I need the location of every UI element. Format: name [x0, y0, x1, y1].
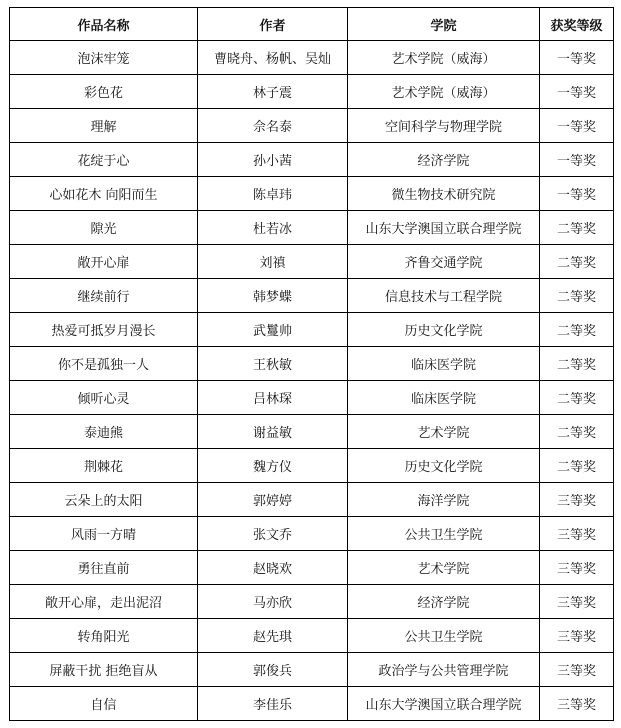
cell-author: 张文乔	[198, 517, 348, 551]
cell-college: 山东大学澳国立联合理学院	[348, 211, 540, 245]
table-row	[10, 415, 614, 449]
table-row	[10, 313, 614, 347]
cell-author: 林子震	[198, 75, 348, 109]
cell-award-level: 三等奖	[540, 687, 614, 721]
table-row	[10, 279, 614, 313]
cell-author: 郭婷婷	[198, 483, 348, 517]
table-row	[10, 245, 614, 279]
cell-college: 空间科学与物理学院	[348, 109, 540, 143]
cell-work-title: 心如花木 向阳而生	[10, 177, 198, 211]
cell-author: 杜若冰	[198, 211, 348, 245]
cell-award-level: 三等奖	[540, 653, 614, 687]
cell-college: 艺术学院	[348, 415, 540, 449]
cell-award-level: 三等奖	[540, 551, 614, 585]
table-row	[10, 109, 614, 143]
cell-work-title: 敞开心扉	[10, 245, 198, 279]
cell-work-title: 继续前行	[10, 279, 198, 313]
cell-award-level: 一等奖	[540, 75, 614, 109]
cell-award-level: 一等奖	[540, 177, 614, 211]
table-row	[10, 211, 614, 245]
cell-college: 山东大学澳国立联合理学院	[348, 687, 540, 721]
table-row	[10, 41, 614, 75]
cell-work-title: 泰迪熊	[10, 415, 198, 449]
table-row	[10, 517, 614, 551]
cell-award-level: 三等奖	[540, 483, 614, 517]
table-row	[10, 483, 614, 517]
table-row	[10, 143, 614, 177]
cell-work-title: 风雨一方晴	[10, 517, 198, 551]
cell-author: 武鬘帅	[198, 313, 348, 347]
cell-author: 韩梦蝶	[198, 279, 348, 313]
cell-work-title: 彩色花	[10, 75, 198, 109]
cell-work-title: 勇往直前	[10, 551, 198, 585]
cell-college: 历史文化学院	[348, 449, 540, 483]
cell-college: 艺术学院（威海）	[348, 75, 540, 109]
cell-college: 临床医学院	[348, 347, 540, 381]
cell-college: 历史文化学院	[348, 313, 540, 347]
table-row	[10, 381, 614, 415]
table-body	[10, 41, 614, 721]
cell-author: 赵先琪	[198, 619, 348, 653]
cell-work-title: 泡沫牢笼	[10, 41, 198, 75]
cell-award-level: 二等奖	[540, 313, 614, 347]
cell-work-title: 敞开心扉，走出泥沼	[10, 585, 198, 619]
cell-work-title: 屏蔽干扰 拒绝盲从	[10, 653, 198, 687]
cell-college: 齐鲁交通学院	[348, 245, 540, 279]
table-row	[10, 687, 614, 721]
cell-college: 临床医学院	[348, 381, 540, 415]
header-row	[10, 8, 614, 41]
cell-author: 赵晓欢	[198, 551, 348, 585]
cell-author: 李佳乐	[198, 687, 348, 721]
cell-work-title: 荆棘花	[10, 449, 198, 483]
cell-work-title: 自信	[10, 687, 198, 721]
cell-award-level: 二等奖	[540, 279, 614, 313]
cell-award-level: 二等奖	[540, 381, 614, 415]
header-college: 学院	[348, 8, 540, 41]
cell-college: 海洋学院	[348, 483, 540, 517]
cell-award-level: 一等奖	[540, 109, 614, 143]
cell-award-level: 二等奖	[540, 449, 614, 483]
cell-award-level: 三等奖	[540, 585, 614, 619]
cell-author: 佘名泰	[198, 109, 348, 143]
table-row	[10, 653, 614, 687]
header-author: 作者	[198, 8, 348, 41]
cell-author: 曹晓舟、杨帆、吴灿	[198, 41, 348, 75]
cell-award-level: 二等奖	[540, 211, 614, 245]
cell-work-title: 热爱可抵岁月漫长	[10, 313, 198, 347]
cell-college: 艺术学院（威海）	[348, 41, 540, 75]
cell-college: 微生物技术研究院	[348, 177, 540, 211]
cell-work-title: 你不是孤独一人	[10, 347, 198, 381]
cell-work-title: 隙光	[10, 211, 198, 245]
cell-author: 王秋敏	[198, 347, 348, 381]
table-row	[10, 551, 614, 585]
header-work-title: 作品名称	[10, 8, 198, 41]
cell-college: 经济学院	[348, 143, 540, 177]
cell-author: 刘禛	[198, 245, 348, 279]
table-row	[10, 347, 614, 381]
cell-work-title: 转角阳光	[10, 619, 198, 653]
cell-award-level: 二等奖	[540, 347, 614, 381]
header-award-level: 获奖等级	[540, 8, 614, 41]
cell-award-level: 三等奖	[540, 619, 614, 653]
cell-award-level: 一等奖	[540, 41, 614, 75]
cell-work-title: 花绽于心	[10, 143, 198, 177]
table-row	[10, 449, 614, 483]
cell-author: 吕林琛	[198, 381, 348, 415]
cell-work-title: 理解	[10, 109, 198, 143]
awards-table	[9, 7, 614, 721]
cell-author: 陈卓玮	[198, 177, 348, 211]
cell-author: 孙小茜	[198, 143, 348, 177]
cell-college: 政治学与公共管理学院	[348, 653, 540, 687]
cell-award-level: 二等奖	[540, 415, 614, 449]
cell-award-level: 三等奖	[540, 517, 614, 551]
cell-college: 艺术学院	[348, 551, 540, 585]
cell-author: 马亦欣	[198, 585, 348, 619]
cell-work-title: 倾听心灵	[10, 381, 198, 415]
cell-work-title: 云朵上的太阳	[10, 483, 198, 517]
cell-author: 郭俊兵	[198, 653, 348, 687]
table-row	[10, 585, 614, 619]
cell-college: 公共卫生学院	[348, 517, 540, 551]
cell-award-level: 二等奖	[540, 245, 614, 279]
cell-author: 谢益敏	[198, 415, 348, 449]
cell-award-level: 一等奖	[540, 143, 614, 177]
cell-author: 魏方仪	[198, 449, 348, 483]
cell-college: 公共卫生学院	[348, 619, 540, 653]
cell-college: 信息技术与工程学院	[348, 279, 540, 313]
table-row	[10, 177, 614, 211]
table-row	[10, 619, 614, 653]
cell-college: 经济学院	[348, 585, 540, 619]
table-row	[10, 75, 614, 109]
